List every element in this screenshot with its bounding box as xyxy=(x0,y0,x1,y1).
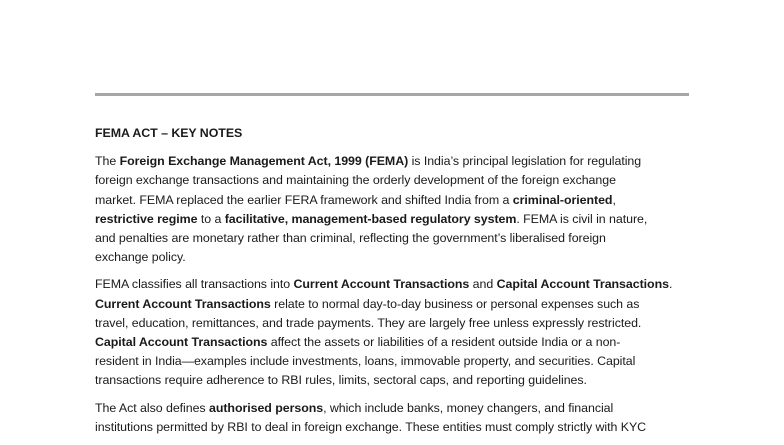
bold-term: Foreign Exchange Management Act, 1999 (FEMA) xyxy=(119,154,409,169)
paragraph-overview xyxy=(95,152,695,267)
text-run: and xyxy=(469,277,497,292)
text-run: . FEMA is civil in nature, xyxy=(516,211,648,226)
text-run: The xyxy=(95,154,120,169)
text-line: institutions permitted by RBI to deal in foreign exchange. These entities must comply strictly with KYC xyxy=(95,419,647,434)
text-line: and penalties are monetary rather than criminal, reflecting the government’s liberalised foreign xyxy=(95,231,606,246)
text-line: foreign exchange transactions and maintaining the orderly development of the foreign exchange xyxy=(95,173,616,188)
text-run: , xyxy=(612,192,616,207)
text-run: relate to normal day-to-day business or personal expenses such as xyxy=(270,296,640,311)
text-run: . xyxy=(668,277,673,292)
document-heading: FEMA ACT – KEY NOTES xyxy=(95,126,243,140)
text-line: transactions require adherence to RBI rules, limits, sectoral caps, and reporting guidelines. xyxy=(95,373,587,388)
bold-term: criminal-oriented xyxy=(512,192,613,207)
paragraph-transactions xyxy=(95,275,695,390)
text-run: The Act also defines xyxy=(95,400,209,415)
text-run: affect the assets or liabilities of a resident outside India or a non- xyxy=(267,335,621,350)
bold-term: restrictive regime xyxy=(95,211,198,226)
bold-term: Current Account Transactions xyxy=(95,296,271,311)
text-run: , which include banks, money changers, and financial xyxy=(323,400,614,415)
header-rule xyxy=(95,93,689,96)
paragraph-authorised-persons xyxy=(95,399,695,437)
bold-term: facilitative, management-based regulatory system xyxy=(224,211,517,226)
bold-term: Current Account Transactions xyxy=(293,277,470,292)
text-run: to a xyxy=(197,211,225,226)
text-run: FEMA classifies all transactions into xyxy=(95,277,294,292)
bold-term: Capital Account Transactions xyxy=(95,335,268,350)
bold-term: authorised persons xyxy=(208,400,324,415)
text-line: resident in India—examples include investments, loans, immovable property, and securities. Capital xyxy=(95,354,636,369)
text-run: market. FEMA replaced the earlier FERA framework and shifted India from a xyxy=(95,192,513,207)
text-line: travel, education, remittances, and trade payments. They are largely free unless expressly restricted. xyxy=(95,315,642,330)
text-run: is India’s principal legislation for regulating xyxy=(408,154,642,169)
bold-term: Capital Account Transactions xyxy=(496,277,669,292)
text-line: exchange policy. xyxy=(95,250,186,265)
document-body xyxy=(95,124,695,445)
